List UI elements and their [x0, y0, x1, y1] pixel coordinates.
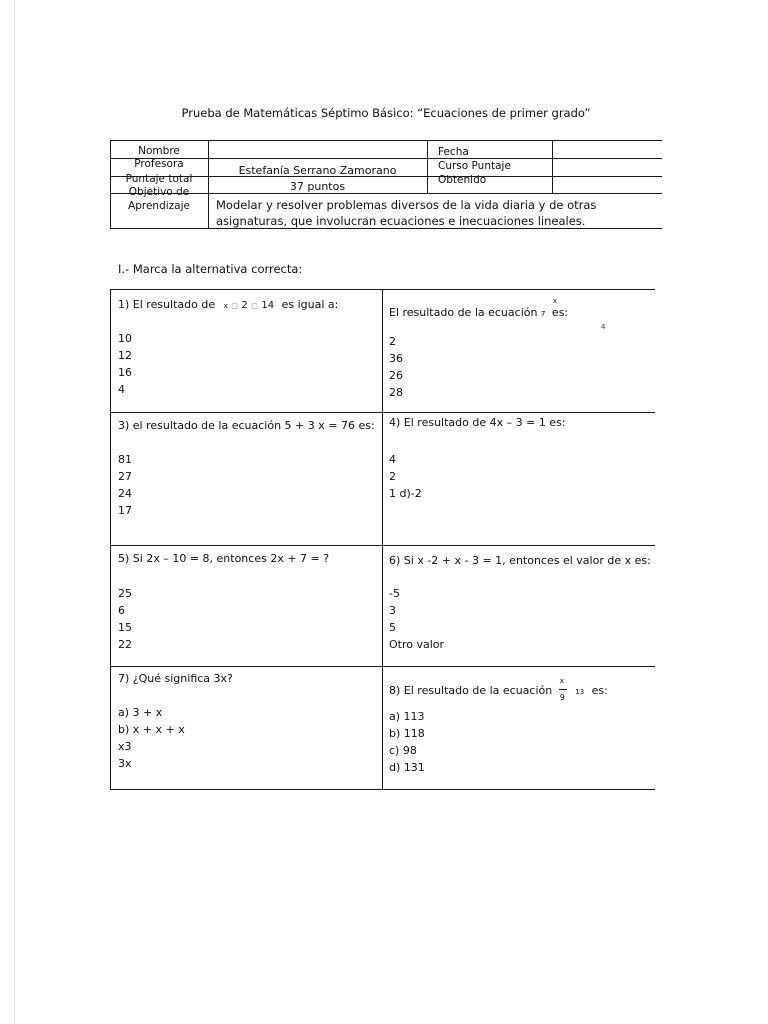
q2-stem: El resultado de la ecuación	[389, 306, 538, 319]
q4-options	[389, 451, 422, 502]
option: 26	[389, 369, 403, 382]
q3-stem: 3) el resultado de la ecuación 5 + 3 x = 76 es:	[118, 419, 375, 432]
option: a) 113	[389, 710, 425, 723]
curso-puntaje-label: Curso Puntaje	[438, 160, 511, 172]
aprendizaje-label: Aprendizaje	[128, 200, 190, 212]
option: x3	[118, 740, 132, 753]
option: 16	[118, 366, 132, 379]
option: 3	[389, 604, 396, 617]
option: b) 118	[389, 727, 425, 740]
q2-stem-end: es:	[551, 306, 569, 319]
option: d) 131	[389, 761, 425, 774]
q4-stem: 4) El resultado de 4x – 3 = 1 es:	[389, 416, 566, 429]
q8-fraction-bar	[559, 689, 567, 690]
section-instruction: I.- Marca la alternativa correcta:	[118, 262, 303, 276]
option: 17	[118, 504, 132, 517]
profesora-label: Profesora	[134, 158, 184, 170]
option: 28	[389, 386, 403, 399]
q2-denominator: 4	[601, 323, 606, 331]
q6-stem: 6) Si x -2 + x - 3 = 1, entonces el valor de x es:	[389, 554, 651, 567]
option: a) 3 + x	[118, 706, 163, 719]
option: b) x + x + x	[118, 723, 185, 736]
q7-options	[118, 704, 185, 772]
q8-stem-end: es:	[591, 684, 608, 697]
q5-options	[118, 585, 132, 653]
q1-expr-x: x	[223, 302, 228, 310]
q1-expr-fourteen: 14	[261, 300, 275, 311]
grid-col-divider	[382, 289, 383, 789]
q1-stem-start: 1) El resultado de	[118, 298, 216, 311]
option: 10	[118, 332, 132, 345]
option: c) 98	[389, 744, 417, 757]
option: 5	[389, 621, 396, 634]
option: Otro valor	[389, 638, 445, 651]
grid-left-border	[110, 289, 111, 789]
option: -5	[389, 587, 400, 600]
q8-small-thirteen: 13	[575, 688, 585, 696]
option: 22	[118, 638, 132, 651]
header-table-col-divider	[427, 140, 428, 193]
option: 2	[389, 470, 396, 483]
q3-options	[118, 451, 132, 519]
q8-options	[389, 708, 425, 776]
option: 24	[118, 487, 132, 500]
objetivo-label: Objetivo de	[128, 186, 190, 198]
profesora-value: Estefanía Serrano Zamorano	[238, 164, 397, 177]
option: 6	[118, 604, 125, 617]
option: 36	[389, 352, 403, 365]
nombre-label: Nombre	[138, 145, 180, 157]
q2-options	[389, 333, 403, 401]
q1-stem-end: es igual a:	[281, 298, 339, 311]
q1-expr-box: □	[231, 302, 238, 310]
q1-options	[118, 330, 132, 398]
option: 2	[389, 335, 396, 348]
header-table-top-border	[110, 140, 662, 141]
q2-fraction-mark: x	[552, 297, 558, 305]
document-title: Prueba de Matemáticas Séptimo Básico: “Ecuaciones de primer grado”	[181, 106, 591, 120]
q8-fraction-denominator: 9	[559, 693, 565, 702]
option: 12	[118, 349, 132, 362]
header-table-col-divider	[552, 140, 553, 193]
page-edge	[14, 0, 15, 1024]
q8-stem-start: 8) El resultado de la ecuación	[389, 684, 553, 697]
q8-fraction-numerator: x	[559, 677, 564, 685]
option: 15	[118, 621, 132, 634]
q2-small-seven: 7	[540, 310, 546, 318]
objetivo-text: Modelar y resolver problemas diversos de la vida diaria y de otras asignaturas, que involucran ecuaciones e inecuaciones lineales.	[216, 198, 597, 228]
q1-expr-box: □	[251, 302, 258, 310]
q8-fraction	[556, 677, 572, 702]
option: 3x	[118, 757, 132, 770]
puntaje-total-label: Puntaje total	[125, 173, 193, 185]
option: 81	[118, 453, 132, 466]
grid-bottom-border	[110, 789, 655, 790]
q7-stem: 7) ¿Qué significa 3x?	[118, 672, 233, 685]
option: 25	[118, 587, 132, 600]
option: 4	[118, 383, 125, 396]
puntaje-total-value: 37 puntos	[289, 180, 346, 193]
fecha-label: Fecha	[438, 146, 469, 158]
obtenido-label: Obtenido	[438, 174, 487, 186]
option: 27	[118, 470, 132, 483]
option: 1 d)-2	[389, 487, 422, 500]
option: 4	[389, 453, 396, 466]
q5-stem: 5) Si 2x – 10 = 8, entonces 2x + 7 = ?	[118, 552, 330, 565]
q1-expr-two: 2	[241, 300, 248, 311]
q6-options	[389, 585, 444, 653]
